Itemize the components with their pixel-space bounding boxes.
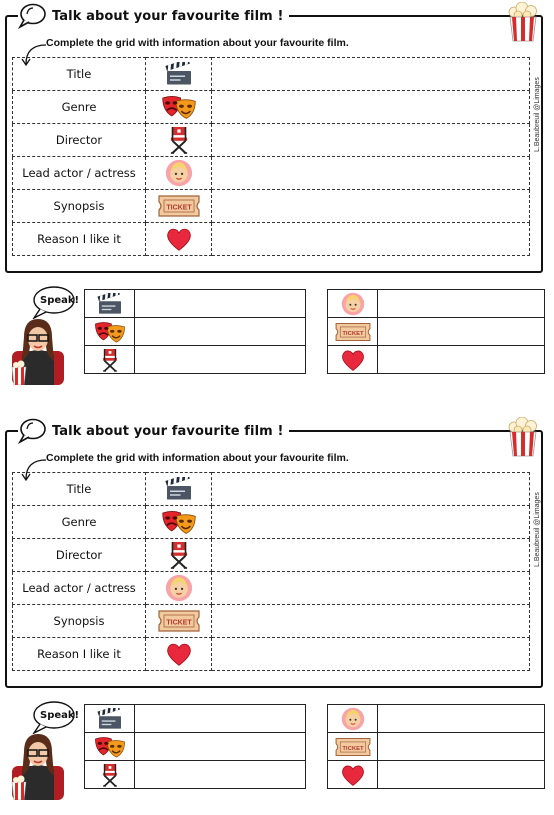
ticket-icon — [157, 193, 201, 219]
row-label: Director — [13, 124, 146, 157]
director-chair-icon — [166, 125, 192, 155]
row-label: Genre — [13, 91, 146, 124]
speak-grid-left — [84, 289, 306, 374]
worksheet-title: Talk about your favourite film ! — [52, 423, 284, 439]
director-chair-icon — [99, 347, 121, 373]
clapperboard-icon — [164, 477, 194, 501]
speech-bubble-icon — [18, 418, 46, 444]
speak-answer-cell[interactable] — [378, 733, 545, 761]
speech-bubble-icon — [18, 3, 46, 29]
grid-row-lead-actor — [13, 572, 530, 605]
speak-answer-cell[interactable] — [135, 346, 306, 374]
ticket-text: TICKET — [165, 204, 192, 212]
teacher-avatar-icon — [10, 315, 66, 385]
row-label: Genre — [13, 506, 146, 539]
worksheet-bottom — [0, 415, 554, 815]
answer-cell[interactable] — [212, 190, 530, 223]
title-bar — [18, 417, 289, 445]
row-label: Synopsis — [13, 190, 146, 223]
row-label: Lead actor / actress — [13, 157, 146, 190]
theatre-masks-icon — [94, 320, 126, 344]
ticket-text: TICKET — [341, 745, 364, 752]
theatre-masks-icon — [94, 735, 126, 759]
speak-answer-cell[interactable] — [378, 761, 545, 789]
speak-answer-cell[interactable] — [135, 318, 306, 346]
grid-row-synopsis — [13, 190, 530, 223]
ticket-icon — [334, 321, 372, 343]
heart-icon — [165, 641, 193, 667]
grid-row-synopsis — [13, 605, 530, 638]
grid-row-reason — [13, 223, 530, 256]
info-grid — [12, 472, 530, 671]
theatre-masks-icon — [161, 94, 197, 120]
row-label: Director — [13, 539, 146, 572]
grid-row-lead-actor — [13, 157, 530, 190]
clapperboard-icon — [96, 708, 124, 730]
speak-answer-cell[interactable] — [135, 705, 306, 733]
worksheet-top — [0, 0, 554, 400]
row-label: Lead actor / actress — [13, 572, 146, 605]
grid-row-director — [13, 124, 530, 157]
answer-cell[interactable] — [212, 124, 530, 157]
answer-cell[interactable] — [212, 572, 530, 605]
answer-cell[interactable] — [212, 157, 530, 190]
row-label: Title — [13, 473, 146, 506]
speak-answer-cell[interactable] — [378, 346, 545, 374]
answer-cell[interactable] — [212, 539, 530, 572]
clapperboard-icon — [96, 293, 124, 315]
speak-section — [0, 698, 554, 808]
speak-label: Speak! — [40, 295, 80, 306]
speak-label: Speak! — [40, 710, 80, 721]
answer-cell[interactable] — [212, 638, 530, 671]
speak-answer-cell[interactable] — [135, 290, 306, 318]
answer-cell[interactable] — [212, 473, 530, 506]
instruction-text: Complete the grid with information about your favourite film. — [46, 37, 349, 49]
director-chair-icon — [166, 540, 192, 570]
speak-answer-cell[interactable] — [378, 318, 545, 346]
grid-row-title — [13, 473, 530, 506]
speak-answer-cell[interactable] — [378, 290, 545, 318]
speak-answer-cell[interactable] — [378, 705, 545, 733]
worksheet-title: Talk about your favourite film ! — [52, 8, 284, 24]
grid-row-director — [13, 539, 530, 572]
heart-icon — [340, 763, 366, 787]
heart-icon — [165, 226, 193, 252]
answer-cell[interactable] — [212, 506, 530, 539]
answer-cell[interactable] — [212, 58, 530, 91]
popcorn-icon — [506, 2, 540, 42]
instruction-text: Complete the grid with information about your favourite film. — [46, 452, 349, 464]
row-label: Title — [13, 58, 146, 91]
heart-icon — [340, 348, 366, 372]
director-chair-icon — [99, 762, 121, 788]
row-label: Reason I like it — [13, 223, 146, 256]
actress-face-icon — [341, 707, 365, 731]
grid-row-title — [13, 58, 530, 91]
speak-grid-right — [327, 289, 545, 374]
grid-row-genre — [13, 91, 530, 124]
ticket-icon — [334, 736, 372, 758]
speak-grid-left — [84, 704, 306, 789]
ticket-text: TICKET — [165, 619, 192, 627]
clapperboard-icon — [164, 62, 194, 86]
actress-face-icon — [165, 159, 193, 187]
theatre-masks-icon — [161, 509, 197, 535]
actress-face-icon — [341, 292, 365, 316]
ticket-icon — [157, 608, 201, 634]
teacher-avatar-icon — [10, 730, 66, 800]
grid-row-reason — [13, 638, 530, 671]
answer-cell[interactable] — [212, 605, 530, 638]
row-label: Synopsis — [13, 605, 146, 638]
answer-cell[interactable] — [212, 223, 530, 256]
actress-face-icon — [165, 574, 193, 602]
speak-answer-cell[interactable] — [135, 733, 306, 761]
credit-text: L.Beaubreuil @Limages — [534, 492, 541, 567]
speak-section — [0, 283, 554, 393]
answer-cell[interactable] — [212, 91, 530, 124]
ticket-text: TICKET — [341, 330, 364, 337]
info-grid — [12, 57, 530, 256]
speak-grid-right — [327, 704, 545, 789]
row-label: Reason I like it — [13, 638, 146, 671]
grid-row-genre — [13, 506, 530, 539]
popcorn-icon — [506, 417, 540, 457]
title-bar — [18, 2, 289, 30]
speak-answer-cell[interactable] — [135, 761, 306, 789]
credit-text: L.Beaubreuil @Limages — [534, 77, 541, 152]
